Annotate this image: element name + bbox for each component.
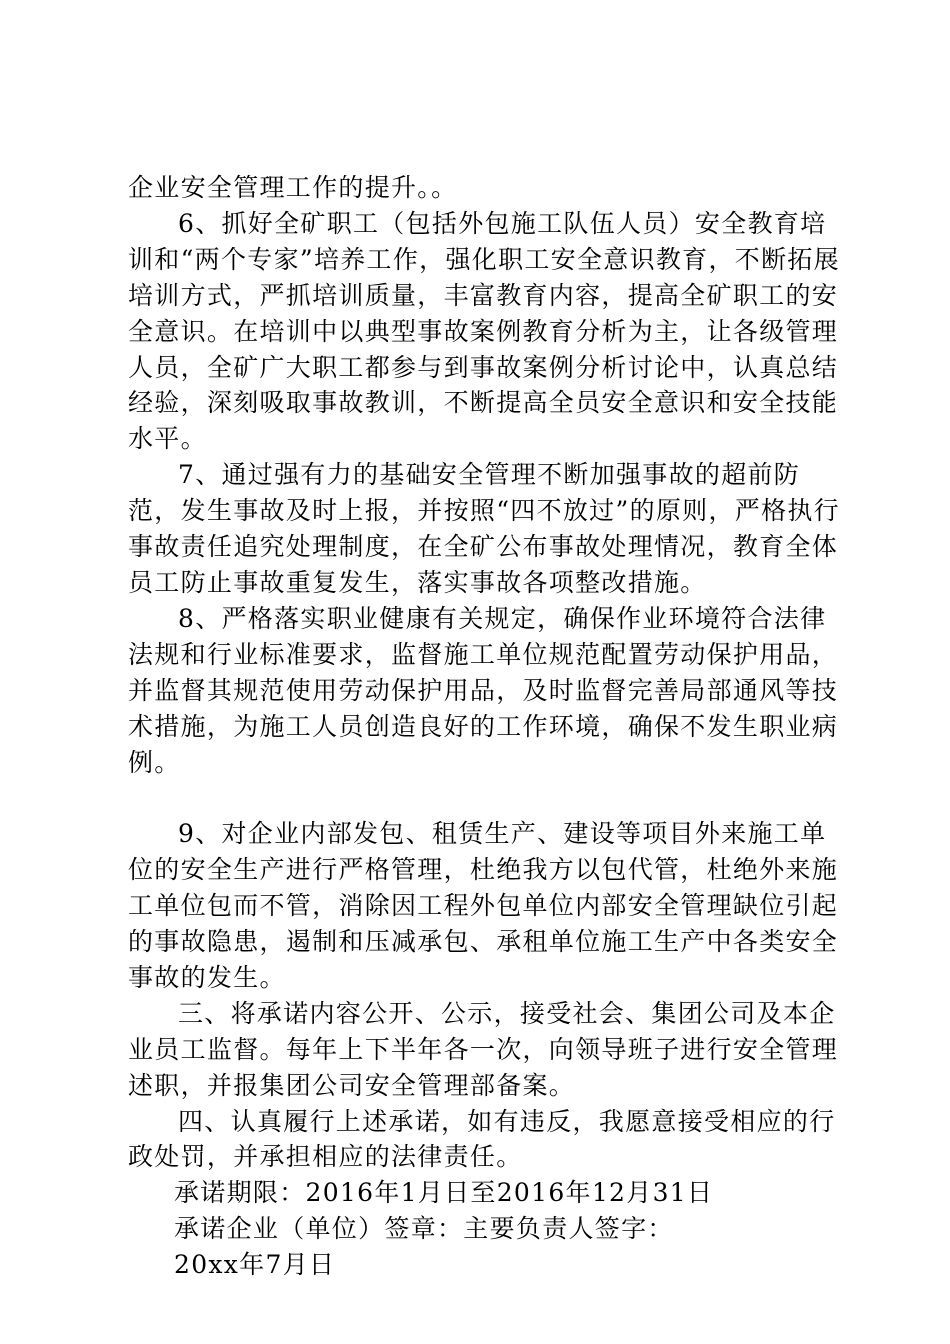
document-body — [128, 170, 848, 1283]
signature-line: 承诺企业（单位）签章：主要负责人签字： — [174, 1214, 674, 1244]
paragraph-item-9: 9、对企业内部发包、租赁生产、建设等项目外来施工单位的安全生产进行严格管理，杜绝我方以包代管，杜绝外来施工单位包而不管，消除因工程外包单位内部安全管理缺位引起的事故隐患，遏制和压减承包、承租单位施工生产中各类安全事故的发生。 — [128, 819, 839, 992]
paragraph-section-3: 三、将承诺内容公开、公示，接受社会、集团公司及本企业员工监督。每年上下半年各一次，向领导班子进行安全管理述职，并报集团公司安全管理部备案。 — [128, 998, 839, 1100]
paragraph-item-7: 7、通过强有力的基础安全管理不断加强事故的超前防范，发生事故及时上报，并按照“四不放过”的原则，严格执行事故责任追究处理制度，在全矿公布事故处理情况，教育全体员工防止事故重复发生，落实事故各项整改措施。 — [128, 460, 840, 597]
commitment-period: 承诺期限：2016年1月日至2016年12月31日 — [174, 1178, 714, 1208]
paragraph-item-6: 6、抓好全矿职工（包括外包施工队伍人员）安全教育培训和“两个专家”培养工作，强化职工安全意识教育，不断拓展培训方式，严抓培训质量，丰富教育内容，提高全矿职工的安全意识。在培训中以典型事故案例教育分析为主，让各级管理人员，全矿广大职工都参与到事故案例分析讨论中，认真总结经验，深刻吸取事故教训，不断提高全员安全意识和安全技能水平。 — [128, 208, 840, 454]
paragraph-item-8: 8、严格落实职业健康有关规定，确保作业环境符合法律法规和行业标准要求，监督施工单位规范配置劳动保护用品，并监督其规范使用劳动保护用品，及时监督完善局部通风等技术措施，为施工人员创造良好的工作环境，确保不发生职业病例。 — [128, 603, 839, 777]
paragraph-continuation: 企业安全管理工作的提升。。 — [128, 173, 458, 202]
paragraph-section-4: 四、认真履行上述承诺，如有违反，我愿意接受相应的行政处罚，并承担相应的法律责任。 — [128, 1106, 836, 1172]
document-date: 20xx年7月日 — [174, 1250, 336, 1280]
